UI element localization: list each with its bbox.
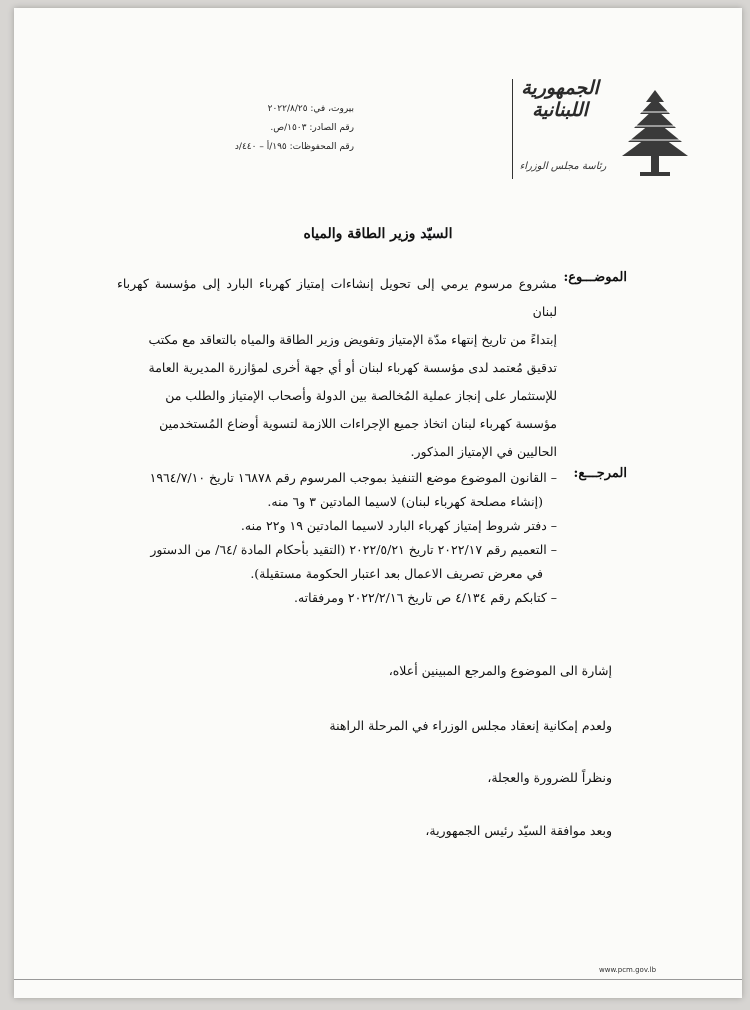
- closing-line: وبعد موافقة السيّد رئيس الجمهورية،: [425, 823, 612, 838]
- reference-item: – دفتر شروط إمتياز كهرباء البارد لاسيما المادتين ١٩ و٢٢ منه.: [240, 518, 557, 533]
- emblem-subtitle: رئاسة مجلس الوزراء: [519, 161, 607, 172]
- addressee-heading: السيّد وزير الطاقة والمياه: [303, 226, 453, 242]
- reference-list: [117, 466, 557, 610]
- cedar-tree-icon: [620, 88, 690, 183]
- closing-line: ولعدم إمكانية إنعقاد مجلس الوزراء في المرحلة الراهنة: [329, 718, 612, 733]
- subject-line: تدقيق مُعتمد لدى مؤسسة كهرباء لبنان أو أي جهة أخرى لمؤازرة المديرية العامة: [148, 360, 557, 375]
- subject-line: مشروع مرسوم يرمي إلى تحويل إنشاءات إمتياز كهرباء البارد إلى مؤسسة كهرباء لبنان: [117, 276, 557, 319]
- letterhead-divider: [512, 79, 513, 179]
- subject-line: الحاليين في الإمتياز المذكور.: [410, 444, 557, 459]
- subject-line: إبتداءً من تاريخ إنتهاء مدّة الإمتياز وتفويض وزير الطاقة والمياه بالتعاقد مع مكتب: [148, 332, 557, 347]
- emblem-title: الجمهورية اللبنانية: [521, 77, 599, 121]
- reference-item: – كتابكم رقم ٤/١٣٤ ص تاريخ ٢٠٢٢/٢/١٦ ومرفقاته.: [293, 590, 557, 605]
- date-line: بيروت، في: ٢٠٢٢/٨/٢٥: [267, 104, 354, 114]
- reference-item: (إنشاء مصلحة كهرباء لبنان) لاسيما المادتين ٣ و٦ منه.: [267, 494, 543, 509]
- reference-label: المرجـــع:: [573, 466, 627, 481]
- reference-item: – التعميم رقم ٢٠٢٢/١٧ تاريخ ٢٠٢٢/٥/٢١ (التقيد بأحكام المادة /٦٤/ من الدستور: [150, 542, 557, 557]
- letter-page: [14, 8, 742, 998]
- letterhead-logo: [510, 73, 690, 188]
- footer-divider: [14, 979, 742, 980]
- subject-line: للإستثمار على إنجاز عملية المُخالصة بين الدولة وأصحاب الإمتياز والطلب من: [165, 388, 557, 403]
- issue-number: رقم الصادر: ١٥٠٣/ص.: [270, 123, 354, 133]
- footer-url: www.pcm.gov.lb: [599, 966, 657, 974]
- subject-line: مؤسسة كهرباء لبنان اتخاذ جميع الإجراءات اللازمة لتسوية أوضاع المُستخدمين: [159, 416, 557, 431]
- closing-line: ونظراً للضرورة والعجلة،: [487, 770, 612, 785]
- letter-reference-info: [174, 100, 354, 157]
- archive-number: رقم المحفوظات: ١٩٥/أ – ٤٤٠/د: [234, 142, 354, 152]
- reference-item: – القانون الموضوع موضع التنفيذ بموجب المرسوم رقم ١٦٨٧٨ تاريخ ١٩٦٤/٧/١٠: [149, 470, 557, 485]
- subject-label: الموضـــوع:: [563, 270, 627, 285]
- reference-item: في معرض تصريف الاعمال بعد اعتبار الحكومة مستقيلة).: [250, 566, 543, 581]
- subject-text: [117, 270, 557, 466]
- closing-line: إشارة الى الموضوع والمرجع المبينين أعلاه،: [388, 663, 612, 678]
